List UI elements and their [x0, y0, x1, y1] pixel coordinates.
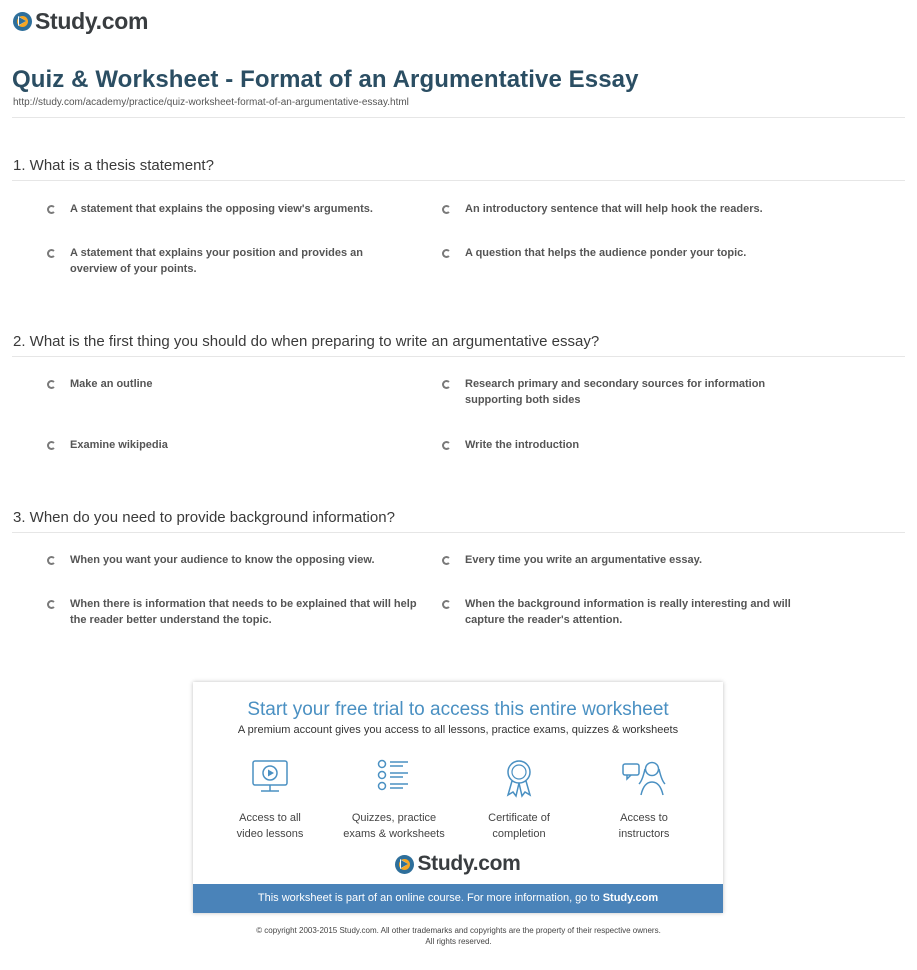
answer-label: Write the introduction [465, 439, 580, 451]
answer-label: Every time you write an argumentative essay. [465, 554, 703, 566]
feature-label: Certificate of [488, 812, 550, 824]
radio-icon[interactable] [442, 205, 451, 214]
answer-option[interactable] [442, 376, 802, 408]
logo-text: Study.com [35, 8, 149, 34]
radio-icon[interactable] [442, 556, 451, 565]
answer-label: Research primary and secondary sources for information supporting both sides [465, 378, 766, 406]
instructor-icon [621, 758, 667, 798]
answer-option[interactable] [47, 596, 417, 628]
radio-icon[interactable] [47, 380, 56, 389]
answer-label: A statement that explains your position and provides an overview of your points. [70, 247, 363, 275]
video-lesson-icon [249, 758, 291, 798]
feature-label: exams & worksheets [343, 828, 445, 840]
radio-icon[interactable] [47, 249, 56, 258]
feature-label: Access to all [239, 812, 301, 824]
radio-icon[interactable] [442, 380, 451, 389]
question-3 [12, 509, 905, 626]
feature-label: instructors [618, 828, 670, 840]
promo-heading[interactable]: Start your free trial to access this entire worksheet [247, 699, 669, 720]
study-logo[interactable] [13, 8, 148, 35]
feature-label: Access to [620, 812, 668, 824]
radio-icon[interactable] [442, 441, 451, 450]
answer-label: Examine wikipedia [70, 439, 168, 451]
promo-study-logo[interactable] [193, 852, 723, 876]
answer-option[interactable] [47, 437, 407, 453]
question-2 [12, 333, 905, 451]
answer-option[interactable] [47, 552, 407, 568]
answer-option[interactable] [442, 245, 822, 261]
radio-icon[interactable] [47, 205, 56, 214]
question-text: 3. When do you need to provide background information? [12, 509, 905, 533]
radio-icon[interactable] [442, 600, 451, 609]
answer-label: A statement that explains the opposing view's arguments. [70, 203, 373, 215]
logo-text: Study.com [417, 852, 521, 875]
study-link[interactable]: Study.com [602, 892, 659, 904]
answer-label: Make an outline [70, 378, 153, 390]
divider [12, 117, 905, 118]
feature-instructors [579, 758, 709, 842]
feature-certificate [454, 758, 584, 842]
feature-quizzes [329, 758, 459, 842]
page-url[interactable]: http://study.com/academy/practice/quiz-worksheet-format-of-an-argumentative-essay.html [13, 97, 409, 108]
certificate-icon [498, 758, 540, 798]
answer-label: An introductory sentence that will help hook the readers. [465, 203, 763, 215]
copyright-line: © copyright 2003-2015 Study.com. All other trademarks and copyrights are the property of their respective owners. [256, 926, 661, 935]
promo-subheading: A premium account gives you access to all lessons, practice exams, quizzes & worksheets [237, 724, 679, 736]
feature-label: Quizzes, practice [351, 812, 437, 824]
question-text: 2. What is the first thing you should do when preparing to write an argumentative essay? [12, 333, 905, 357]
answer-label: When there is information that needs to be explained that will help the reader better understand the topic. [70, 598, 417, 626]
answer-option[interactable] [442, 201, 822, 217]
promo-bar-text: This worksheet is part of an online course. For more information, go to [257, 892, 603, 904]
answer-label: A question that helps the audience ponder your topic. [465, 247, 747, 259]
answer-label: When the background information is really interesting and will capture the reader's attention. [465, 598, 791, 626]
rights-line: All rights reserved. [425, 937, 492, 946]
answer-option[interactable] [442, 552, 822, 568]
question-1 [12, 157, 905, 275]
answer-option[interactable] [47, 376, 407, 392]
play-icon [13, 12, 32, 31]
answer-option[interactable] [47, 201, 407, 217]
answer-option[interactable] [47, 245, 407, 277]
page-title: Quiz & Worksheet - Format of an Argumentative Essay [12, 66, 639, 93]
copyright-footer [0, 925, 917, 947]
free-trial-promo [193, 682, 723, 913]
question-text: 1. What is a thesis statement? [12, 157, 905, 181]
radio-icon[interactable] [442, 249, 451, 258]
feature-video-lessons [205, 758, 335, 842]
answer-label: When you want your audience to know the opposing view. [70, 554, 375, 566]
answer-option[interactable] [442, 596, 822, 628]
promo-info-bar [193, 884, 723, 913]
feature-label: video lessons [236, 828, 304, 840]
radio-icon[interactable] [47, 441, 56, 450]
play-icon [395, 855, 414, 874]
quiz-list-icon [373, 758, 415, 798]
answer-option[interactable] [442, 437, 802, 453]
radio-icon[interactable] [47, 556, 56, 565]
radio-icon[interactable] [47, 600, 56, 609]
feature-label: completion [492, 828, 546, 840]
